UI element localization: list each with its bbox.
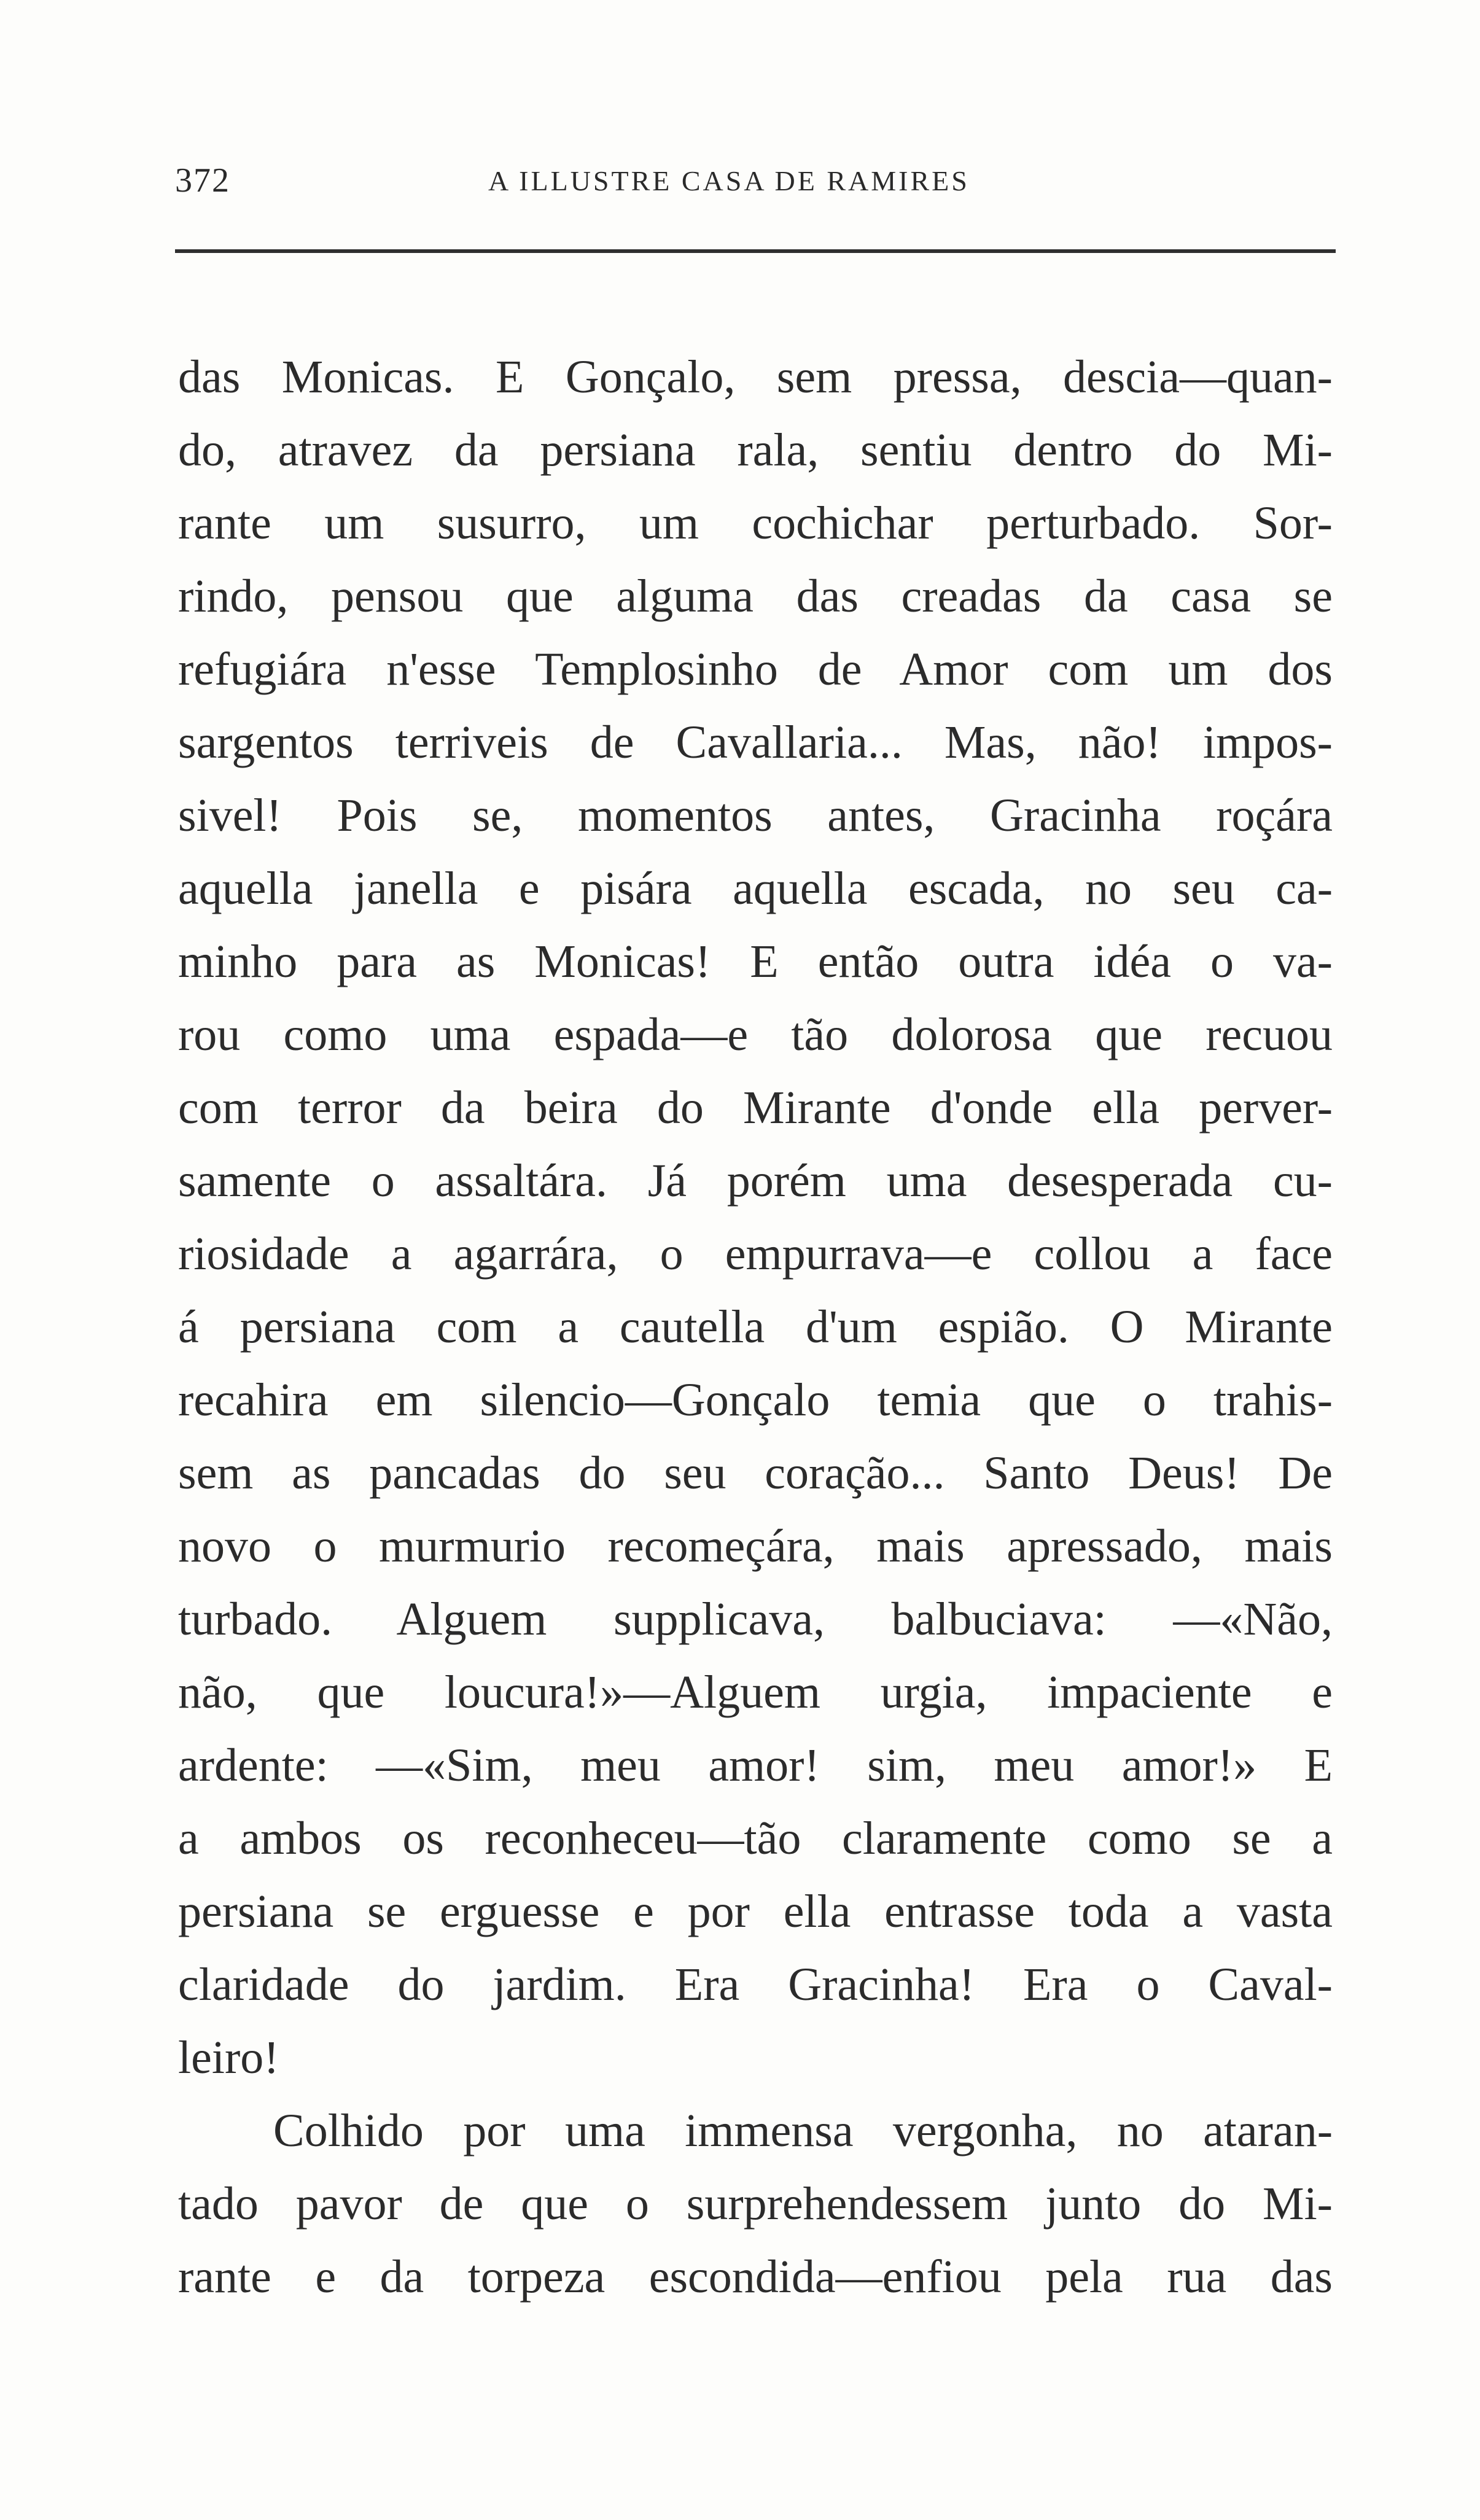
- text-line: das Monicas. E Gonçalo, sem pressa, descia—quan-: [178, 351, 1333, 403]
- text-line: recahira em silencio—Gonçalo temia que o trahis-: [178, 1374, 1333, 1426]
- text-line: leiro!: [178, 2032, 279, 2083]
- text-line: aquella janella e pisára aquella escada, no seu ca-: [178, 863, 1333, 914]
- paragraph-1: [178, 341, 1333, 2094]
- text-line: samente o assaltára. Já porém uma desesperada cu-: [178, 1155, 1333, 1207]
- body-text: [178, 341, 1333, 2314]
- text-line: á persiana com a cautella d'um espião. O Mirante: [178, 1301, 1333, 1353]
- running-title: A ILLUSTRE CASA DE RAMIRES: [488, 165, 970, 196]
- text-line: não, que loucura!»—Alguem urgia, impaciente e: [178, 1666, 1333, 1718]
- text-line: tado pavor de que o surprehendessem junto do Mi-: [178, 2178, 1333, 2230]
- text-line: com terror da beira do Mirante d'onde ella perver-: [178, 1082, 1333, 1134]
- text-line: sivel! Pois se, momentos antes, Gracinha roçára: [178, 790, 1333, 841]
- text-line: a ambos os reconheceu—tão claramente como se a: [178, 1813, 1333, 1864]
- text-line: persiana se erguesse e por ella entrasse toda a vasta: [178, 1886, 1333, 1937]
- text-line: ardente: —«Sim, meu amor! sim, meu amor!» E: [178, 1740, 1333, 1791]
- text-line: do, atravez da persiana rala, sentiu dentro do Mi-: [178, 424, 1333, 476]
- text-line: rante um susurro, um cochichar perturbado. Sor-: [178, 497, 1333, 549]
- text-line: claridade do jardim. Era Gracinha! Era o Caval-: [178, 1959, 1333, 2010]
- text-line: novo o murmurio recomeçára, mais apressado, mais: [178, 1520, 1333, 1572]
- text-line: sargentos terriveis de Cavallaria... Mas, não! impos-: [178, 717, 1333, 768]
- page-header: [175, 161, 1330, 204]
- text-line: sem as pancadas do seu coração... Santo Deus! De: [178, 1447, 1333, 1499]
- text-line: rou como uma espada—e tão dolorosa que recuou: [178, 1009, 1333, 1060]
- text-line: rante e da torpeza escondida—enfiou pela rua das: [178, 2251, 1333, 2303]
- header-rule: [175, 249, 1336, 253]
- paragraph-2: [178, 2094, 1333, 2314]
- text-line: refugiára n'esse Templosinho de Amor com um dos: [178, 644, 1333, 695]
- text-line: riosidade a agarrára, o empurrava—e collou a face: [178, 1228, 1333, 1280]
- text-line: Colhido por uma immensa vergonha, no ataran-: [273, 2105, 1333, 2156]
- text-line: minho para as Monicas! E então outra idéa o va-: [178, 936, 1333, 987]
- text-line: turbado. Alguem supplicava, balbuciava: —«Não,: [178, 1593, 1333, 1645]
- page-number: 372: [175, 161, 230, 200]
- text-line: rindo, pensou que alguma das creadas da casa se: [178, 570, 1333, 622]
